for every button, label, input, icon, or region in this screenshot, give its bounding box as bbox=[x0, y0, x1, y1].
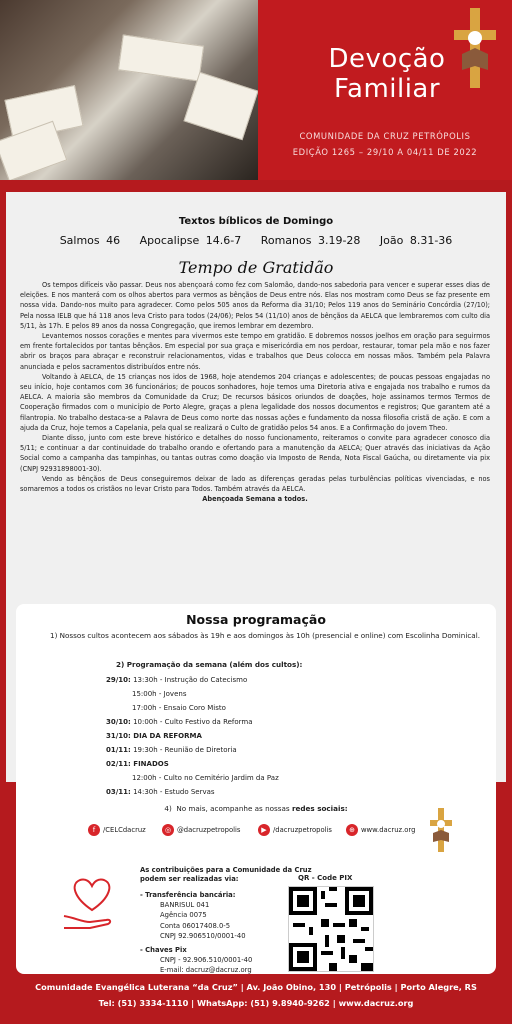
contribution-intro: As contribuições para a Comunidade da Cruz podem ser realizadas via: bbox=[140, 866, 312, 883]
readings-heading: Textos bíblicos de Domingo bbox=[178, 216, 334, 227]
schedule-row: 01/11: 19:30h - Reunião de Diretoria bbox=[106, 746, 237, 754]
readings-list: Salmos 46 Apocalipse 14.6-7 Romanos 3.19-28 João 8.31-36 bbox=[59, 234, 453, 247]
instagram-icon: ◎ bbox=[162, 824, 174, 836]
qr-label: QR - Code PIX bbox=[298, 874, 353, 882]
sermon-paragraph: Diante disso, junto com este breve histórico e detalhes do nosso funcionamento, reiteramos o convite para agradecer conosco dia 5/11; e continuar a dar continuidade do trabalho orando e ofertando para a manutenção da AELCA; Quer através das iniciativas da Ação Social como a campanha das tampinhas, ou tantas outras como doação via Imposto de Renda, Nota Fiscal Gaúcha, ou diretamente via pix (CNPJ 92931898001-30). bbox=[20, 434, 490, 473]
program-box bbox=[16, 604, 496, 974]
schedule-row: 02/11: FINADOS bbox=[106, 760, 169, 768]
schedule-row: 17:00h - Ensaio Coro Misto bbox=[132, 704, 226, 712]
program-item-services: 1) Nossos cultos acontecem aos sábados às 19h e aos domingos às 10h (presencial e online) com Escolinha Dominical. bbox=[50, 631, 480, 640]
header bbox=[0, 0, 512, 180]
globe-icon: ⊕ bbox=[346, 824, 358, 836]
sermon-paragraph: Voltando à AELCA, de 15 crianças nos idos de 1968, hoje atendemos 204 crianças e adolescentes; de poucas pessoas engajadas no seu início, hoje contamos com 36 funcionários; de poucos sonhadores, hoje temos uma Diretoria ativa e engajada nos trabalho e rumos da AELCA. A maioria são membros da Comunidade da Cruz; De recursos básicos oriundos de doações, hoje assinamos termos Termos de Cooperação firmados com o município de Porto Alegre, graças a plena legalidade dos nossos documentos e registros; Que garantem até a filantropia. No trabalho destaca-se a Palavra de Deus como norte das nossas ações e fundamento da nossa filosofia cristã de ação. E com a ajuda da Cruz, hoje temos a Capelania, pela qual se realizará o Culto de gratidão pelos 54 anos. E a Confirmação do jovem Theo. bbox=[20, 372, 490, 432]
footer-address: Comunidade Evangélica Luterana “da Cruz” | Av. João Obino, 130 | Petrópolis | Porto Alegre, RS bbox=[35, 982, 477, 992]
closing-blessing: Abençoada Semana a todos. bbox=[202, 495, 308, 504]
footer-contact: Tel: (51) 3334-1110 | WhatsApp: (51) 9.8940-9262 | www.dacruz.org bbox=[98, 998, 414, 1008]
page-title: Devoção Familiar bbox=[328, 44, 446, 104]
qr-code-pix[interactable] bbox=[288, 886, 374, 972]
schedule-row: 31/10: DIA DA REFORMA bbox=[106, 732, 202, 740]
social-website[interactable]: ⊕ www.dacruz.org bbox=[346, 824, 415, 836]
schedule-row: 15:00h - Jovens bbox=[132, 690, 187, 698]
bank-details: - Transferência bancária: BANRISUL 041 Agência 0075 Conta 06017408.0-5 CNPJ 92.906510/0001-40 - Chaves Pix CNPJ - 92.906.510/0001-40 E-mail: dacruz@dacruz.org bbox=[140, 891, 253, 975]
schedule-row: 30/10: 10:00h - Culto Festivo da Reforma bbox=[106, 718, 253, 726]
sermon-text bbox=[20, 280, 490, 504]
sermon-paragraph: Vendo as bênçãos de Deus conseguiremos deixar de lado as diferenças geradas pelas turbulências políticas vivenciadas, e nos somaremos a todos os cristãos no levar Cristo para Todos. Também através da AELCA. bbox=[20, 474, 490, 494]
bible-study-photo bbox=[0, 0, 258, 180]
social-facebook[interactable]: f /CELCdacruz bbox=[88, 824, 146, 836]
social-heading: 4) No mais, acompanhe as nossas redes sociais: bbox=[164, 804, 348, 813]
cross-logo-icon bbox=[428, 808, 454, 852]
youtube-icon: ▶ bbox=[258, 824, 270, 836]
schedule-row: 03/11: 14:30h - Estudo Servas bbox=[106, 788, 215, 796]
social-youtube[interactable]: ▶ /dacruzpetropolis bbox=[258, 824, 332, 836]
sermon-paragraph: Levantemos nossos corações e mentes para vivermos este tempo em gratidão. E dobremos nossos joelhos em oração para seguirmos em frente fortalecidos por tantas bênçãos. Em especial por sua graça e misericórdia em nos perdoar, restaurar, tomar pela mão e nos fazer abrir os braços para abraçar e reconstruir relacionamentos, vidas e trabalhos que Deus colocca em nossas mãos. Também pela Palavra anunciada e pelos sacramentos distribuídos entre nós. bbox=[20, 332, 490, 371]
program-title: Nossa programação bbox=[186, 612, 326, 627]
program-item-week: 2) Programação da semana (além dos cultos): bbox=[116, 660, 303, 669]
edition-info: COMUNIDADE DA CRUZ PETRÓPOLIS EDIÇÃO 1265 – 29/10 A 04/11 DE 2022 bbox=[292, 131, 478, 157]
sermon-paragraph: Os tempos difíceis vão passar. Deus nos abençoará como fez com Salomão, dando-nos sabedoria para vencer e superar esses dias de eleições. E nos manterá com os olhos abertos para vermos as bênçãos de Deus entre nós. Elas nos mostram como Deus se faz presente em nossa vida. Dando-nos muito para agradecer. Como pelos 505 anos da Reforma dia 31/10; Pelos 119 anos do Seminário Concórdia (27/10); Pela nossa IELB que há 118 anos leva Cristo para todos (24/06); Pelos 54 (11/10) anos de bênçãos da AELCA que lembraremos com culto dia 5/11, às 17h. E pelos 89 anos da nossa Congregação, que iremos lembrar em dezembro. bbox=[20, 281, 490, 330]
schedule-row: 29/10: 13:30h - Instrução do Catecismo bbox=[106, 676, 248, 684]
social-instagram[interactable]: ◎ @dacruzpetropolis bbox=[162, 824, 240, 836]
heart-hand-icon bbox=[60, 874, 124, 934]
sermon-title: Tempo de Gratidão bbox=[178, 258, 334, 277]
schedule-row: 12:00h - Culto no Cemitério Jardim da Paz bbox=[132, 774, 279, 782]
facebook-icon: f bbox=[88, 824, 100, 836]
